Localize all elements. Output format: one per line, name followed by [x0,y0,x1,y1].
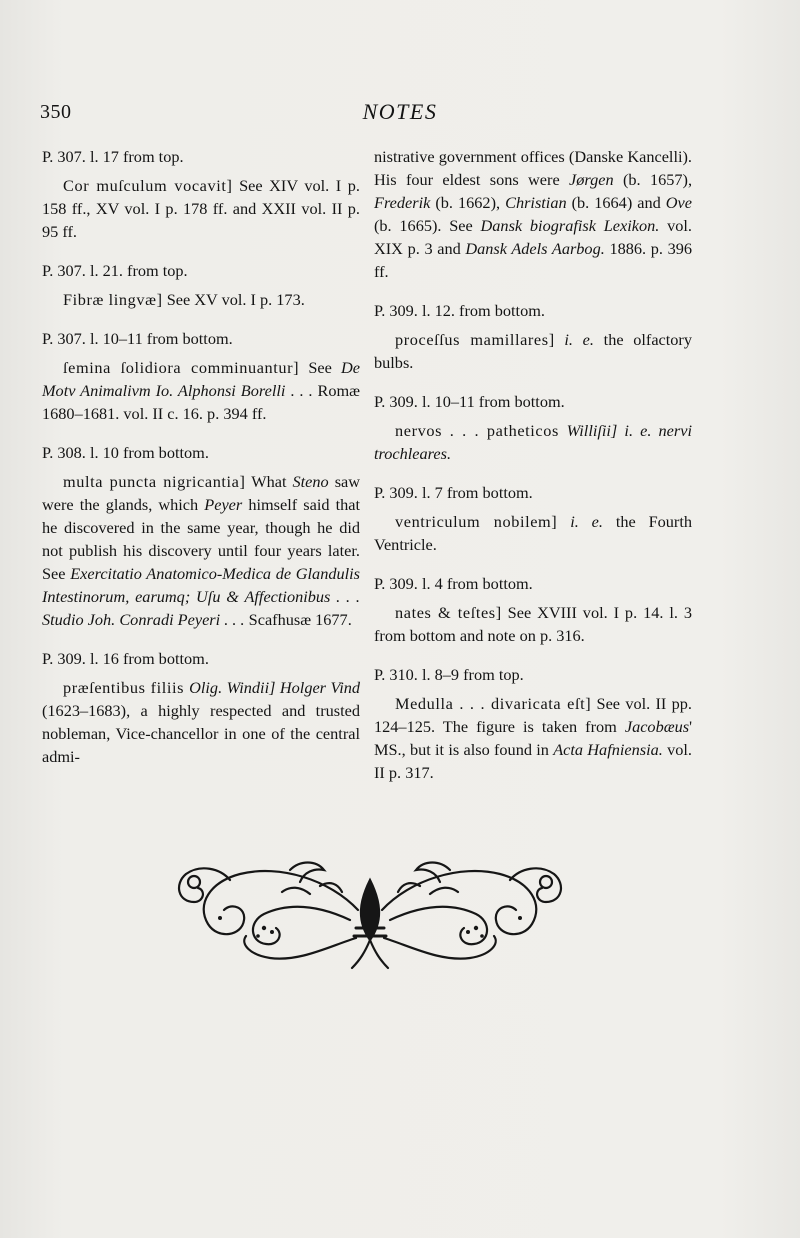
lemma-text: Cor muſculum vocavit] [63,176,233,195]
note-text [42,676,360,768]
note-text-segment: vol. XIX p. 3 and [374,216,692,258]
lemma-text: Fibræ lingvæ] [63,290,163,309]
note-text-segment: See [299,358,342,377]
note-text-segment: nistrative government offices (Danske Kancelli). His four eldest sons were [374,147,692,189]
lemma-text: nervos . . . patheticos [395,421,567,440]
lemma-text: præſentibus filiis [63,678,190,697]
note-text-segment: Scafhusæ 1677. [244,610,352,629]
note-text-segment: See XVIII vol. I p. 14. l. 3 from bottom and note on p. 316. [374,603,692,645]
note-text-segment: 1886. p. 396 ff. [374,239,693,281]
note-text-segment: saw were the glands, which [42,472,361,514]
page-number: 350 [40,101,72,123]
note-text-segment: See XIV vol. I p. 158 ff., XV vol. I p. 178 ff. and XXII vol. II p. 95 ff. [42,176,360,241]
note-text [374,510,692,556]
note-text-segment: vol. II p. 317. [374,740,692,782]
note-entry [374,390,692,465]
left-column [42,145,360,784]
italic-text: De Motv Animalivm Io. Alphonsi Borelli [42,358,360,400]
note-entry [374,572,692,647]
note-entry [42,145,360,243]
note-text [374,601,692,647]
note-text-segment: (b. 1664) and [566,193,666,212]
italic-text: Olig. Windii] [189,678,276,697]
italic-text: Steno [292,472,329,491]
note-text [42,288,360,311]
note-reference: P. 309. l. 10–11 from bottom. [374,392,565,411]
note-text-segment: See XV vol. I p. 173. [162,290,305,309]
note-text-segment: (1623–1683), a highly respected and trusted nobleman, Vice-chancellor in one of the central admi- [42,701,360,766]
italic-text: Ove [665,193,692,212]
note-reference: P. 307. l. 17 from top. [42,147,184,166]
italic-text: i. e. [570,512,603,531]
lemma-text: proceſſus mamillares] [395,330,555,349]
note-entry [42,259,360,311]
note-text-segment: ' MS., but it is also found in [374,717,692,759]
note-text [42,356,360,425]
italic-text: Frederik [374,193,431,212]
note-entry [42,647,360,768]
note-reference: P. 309. l. 16 from bottom. [42,649,209,668]
lemma-text: nates & teſtes] [395,603,502,622]
italic-text: Exercitatio Anatomico-Medica de Glandulis Intestinorum, earumq; Uſu & Affectionibus . . . Studio Joh. Conradi Peyeri . . . [42,564,361,629]
floral-scroll-ornament-icon [160,840,580,980]
running-head: NOTES [362,99,438,124]
lemma-text: multa puncta nigricantia] [63,472,246,491]
note-entry [374,663,692,784]
note-reference: P. 308. l. 10 from bottom. [42,443,209,462]
note-reference: P. 309. l. 4 from bottom. [374,574,533,593]
note-text [374,692,692,784]
italic-text: Dansk Adels Aarbog. [465,239,605,258]
note-reference: P. 307. l. 10–11 from bottom. [42,329,233,348]
italic-text: Christian [505,193,567,212]
italic-text: Williſii] [566,421,618,440]
note-text-segment: the olfactory bulbs. [374,330,692,372]
note-text-segment [557,512,570,531]
right-column [374,145,692,800]
note-text [374,419,692,465]
note-entry [374,481,692,556]
italic-text: Jørgen [569,170,614,189]
lemma-text: ventriculum nobilem] [395,512,558,531]
note-text-segment: the Fourth Ventricle. [374,512,693,554]
note-entry [42,441,360,631]
italic-text: Holger Vind [279,678,360,697]
italic-text: Jacobæus [624,717,690,736]
note-text [374,145,692,283]
italic-text: i. e. nervi trochleares. [374,421,692,463]
note-text-segment: himself said that he discovered in the same year, though he did not publish his discovery until four years later. See [42,495,361,583]
note-text-segment: . . . Romæ 1680–1681. vol. II c. 16. p. 394 ff. [42,381,360,423]
note-reference: P. 307. l. 21. from top. [42,261,188,280]
note-text [42,470,360,631]
italic-text: Acta Hafniensia. [553,740,663,759]
note-text-segment: What [245,472,293,491]
note-reference: P. 310. l. 8–9 from top. [374,665,524,684]
note-text-segment: (b. 1657), [613,170,693,189]
lemma-text: Medulla . . . divaricata eſt] [395,694,592,713]
note-text-segment: (b. 1662), [430,193,506,212]
note-text-segment: (b. 1665). See [374,216,481,235]
italic-text: Peyer [204,495,243,514]
note-reference: P. 309. l. 12. from bottom. [374,301,545,320]
note-entry [42,327,360,425]
note-text [374,328,692,374]
note-text-segment: See vol. II pp. 124–125. The figure is taken from [374,694,692,736]
note-reference: P. 309. l. 7 from bottom. [374,483,533,502]
italic-text: Dansk biografisk Lexikon. [480,216,660,235]
italic-text: i. e. [564,330,594,349]
note-text [42,174,360,243]
lemma-text: ſemina ſolidiora comminuantur] [63,358,300,377]
note-entry [374,299,692,374]
note-text-segment [555,330,565,349]
note-entry [374,145,692,283]
